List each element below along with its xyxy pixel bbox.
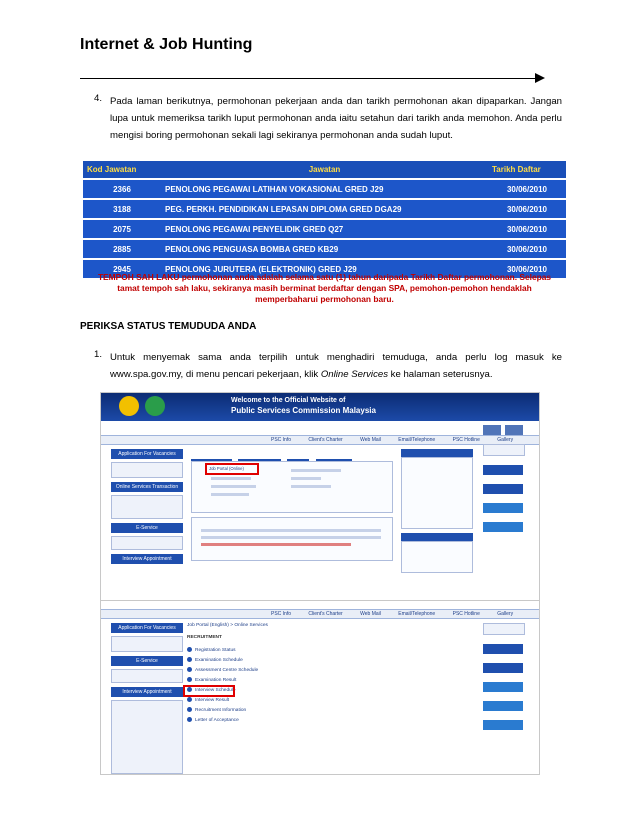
spa-logo-icon (145, 396, 165, 416)
banner-link-icon[interactable] (483, 701, 523, 711)
search-box-icon[interactable] (483, 444, 525, 456)
position-cell: PENOLONG PENGUASA BOMBA GRED KB29 (161, 239, 488, 259)
nav-hotline[interactable]: PSC Hotline (452, 437, 480, 443)
date-cell: 30/06/2010 (488, 179, 566, 199)
item-label: Registration Status (195, 647, 236, 653)
nav-email[interactable]: Email/Telephone (398, 611, 436, 617)
banner-link-icon[interactable] (483, 484, 523, 494)
job-application-table (83, 161, 566, 278)
menu-link[interactable] (111, 462, 183, 478)
nav-gallery[interactable]: Gallery (497, 437, 514, 443)
quick-links (481, 621, 531, 737)
item-label: Examination Schedule (195, 657, 243, 663)
table-row (83, 239, 566, 259)
position-cell: PENOLONG PEGAWAI LATIHAN VOKASIONAL GRED J29 (161, 179, 488, 199)
panel-header (401, 449, 473, 457)
code-cell: 2945 (83, 259, 161, 278)
item-exam-schedule[interactable] (187, 657, 243, 663)
bullet-icon (187, 657, 192, 662)
header-position: Jawatan (161, 161, 488, 179)
text-line (291, 477, 321, 480)
text-line (291, 485, 331, 488)
step-1-text-after: ke halaman seterusnya. (388, 369, 493, 380)
step-1-number: 1. (94, 349, 103, 360)
menu-eservice[interactable]: E-Service (111, 656, 183, 666)
position-cell: PEG. PERKH. PENDIDIKAN LEPASAN DIPLOMA GRED DGA29 (161, 199, 488, 219)
text-line (201, 536, 381, 539)
nav-email[interactable]: Email/Telephone (398, 437, 436, 443)
table-row (83, 199, 566, 219)
menu-link[interactable] (111, 495, 183, 519)
item-assessment-schedule[interactable] (187, 667, 258, 673)
position-cell: PENOLONG PEGAWAI PENYELIDIK GRED Q27 (161, 219, 488, 239)
text-line (211, 485, 256, 488)
banner-link-icon[interactable] (483, 682, 523, 692)
step-1-text (110, 349, 562, 383)
quick-link-icon[interactable] (483, 425, 501, 435)
item-label: Assessment Centre Schedule (195, 667, 259, 673)
bullet-icon (187, 697, 192, 702)
menu-applications[interactable]: Application For Vacancies (111, 449, 183, 459)
document-title: Internet & Job Hunting (80, 36, 253, 53)
recruitment-heading: RECRUITMENT (187, 635, 222, 640)
website-screenshot-home (100, 392, 540, 602)
menu-link[interactable] (111, 636, 183, 652)
item-exam-result[interactable] (187, 677, 236, 683)
item-label: Examination Result (195, 677, 237, 683)
highlight-interview-schedule (183, 685, 235, 697)
date-cell: 30/06/2010 (488, 239, 566, 259)
nav-psc-info[interactable]: PSC Info (271, 611, 292, 617)
banner-link-icon[interactable] (483, 522, 523, 532)
nav-psc-info[interactable]: PSC Info (271, 437, 292, 443)
menu-interview[interactable]: Interview Appointment (111, 554, 183, 564)
text-line (201, 529, 381, 532)
highlight-label[interactable]: Job Portal (Online) (209, 466, 244, 471)
nav-hotline[interactable]: PSC Hotline (452, 611, 480, 617)
right-panel (401, 449, 473, 573)
online-services-term: Online Services (320, 369, 388, 380)
banner-link-icon[interactable] (483, 465, 523, 475)
menu-interview[interactable]: Interview Appointment (111, 687, 183, 697)
banner-link-icon[interactable] (483, 720, 523, 730)
item-label: Recruitment Information (195, 707, 247, 713)
menu-link[interactable] (111, 669, 183, 683)
step-4-text: Pada laman berikutnya, permohonan pekerjaan anda dan tarikh permohonan akan dipaparkan. Jangan lupa untuk memeriksa tarikh luput permohonan anda iaitu setahun dari tarikh anda memohon. Anda perlu mengisi boring permohonan sekali lagi sekiranya permohonan anda sudah luput. (110, 96, 562, 141)
vacancy-notice-box (191, 517, 393, 561)
date-cell: 30/06/2010 (488, 219, 566, 239)
code-cell: 2075 (83, 219, 161, 239)
banner-link-icon[interactable] (483, 663, 523, 673)
bullet-icon (187, 707, 192, 712)
panel-box (401, 541, 473, 573)
text-line (211, 493, 249, 496)
table-row (83, 179, 566, 199)
nav-bar (101, 435, 539, 445)
nav-charter[interactable]: Client's Charter (308, 611, 343, 617)
menu-online-services[interactable]: Online Services Transaction (111, 482, 183, 492)
table-row (83, 219, 566, 239)
text-line (211, 477, 251, 480)
menu-link-list[interactable] (111, 700, 183, 774)
menu-eservice[interactable]: E-Service (111, 523, 183, 533)
website-screenshot-online-services (100, 600, 540, 775)
header-code: Kod Jawatan (83, 161, 161, 179)
section-heading: PERIKSA STATUS TEMUDUDA ANDA (80, 321, 257, 332)
item-label: Letter of Acceptance (195, 717, 239, 723)
left-menu (111, 449, 183, 567)
search-box-icon[interactable] (483, 623, 525, 635)
menu-applications[interactable]: Application For Vacancies (111, 623, 183, 633)
code-cell: 2885 (83, 239, 161, 259)
crest-logo-icon (119, 396, 139, 416)
quick-links (481, 423, 531, 539)
quick-link-icon[interactable] (505, 425, 523, 435)
date-cell: 30/06/2010 (488, 259, 566, 278)
code-cell: 2366 (83, 179, 161, 199)
tab-strip (191, 451, 391, 458)
date-cell: 30/06/2010 (488, 199, 566, 219)
item-label: Interview Schedule (195, 687, 236, 693)
banner-link-icon[interactable] (483, 644, 523, 654)
bullet-icon (187, 667, 192, 672)
nav-webmail[interactable]: Web Mail (360, 611, 381, 617)
menu-link[interactable] (111, 536, 183, 550)
item-letter-acceptance[interactable] (187, 717, 239, 723)
validity-notice: TEMPOH SAH LAKU permohonan anda adalah selama satu (1) tahun daripada Tarikh Daftar permohonan. Selepas tamat tempoh sah laku, sekiranya masih berminat berdaftar dengan SPA, pemohon-pemohon hendaklah memperbaharui permohonan baru. (97, 272, 552, 304)
left-menu (111, 623, 183, 774)
arrow-icon (535, 73, 545, 83)
banner-link-icon[interactable] (483, 503, 523, 513)
site-banner (101, 393, 539, 421)
position-cell: PENOLONG JURUTERA (ELEKTRONIK) GRED J29 (161, 259, 488, 278)
bullet-icon (187, 677, 192, 682)
item-label: Interview Result (195, 697, 230, 703)
code-cell: 3188 (83, 199, 161, 219)
header-date: Tarikh Daftar (488, 161, 566, 179)
nav-webmail[interactable]: Web Mail (360, 437, 381, 443)
item-registration-status[interactable] (187, 647, 236, 653)
title-underline (80, 78, 536, 79)
nav-bar (101, 609, 539, 619)
bullet-icon (187, 647, 192, 652)
highlight-job-portal (205, 463, 259, 475)
item-recruitment-info[interactable] (187, 707, 246, 713)
step-1-text-before: Untuk menyemak sama anda terpilih untuk menghadiri temuduga, anda perlu log masuk ke www.spa.gov.my, di menu pencari pekerjaan, klik (110, 352, 562, 380)
text-line (291, 469, 341, 472)
banner-line2: Public Services Commission Malaysia (231, 406, 376, 415)
banner-line1: Welcome to the Official Website of (231, 397, 346, 404)
item-interview-result[interactable] (187, 697, 229, 703)
nav-charter[interactable]: Client's Charter (308, 437, 343, 443)
nav-gallery[interactable]: Gallery (497, 611, 514, 617)
bullet-icon (187, 717, 192, 722)
panel-header (401, 533, 473, 541)
breadcrumb: Job Portal (English) > Online Services (187, 623, 268, 628)
panel-box (401, 457, 473, 529)
step-4-number: 4. (94, 93, 103, 104)
text-line (201, 543, 351, 546)
